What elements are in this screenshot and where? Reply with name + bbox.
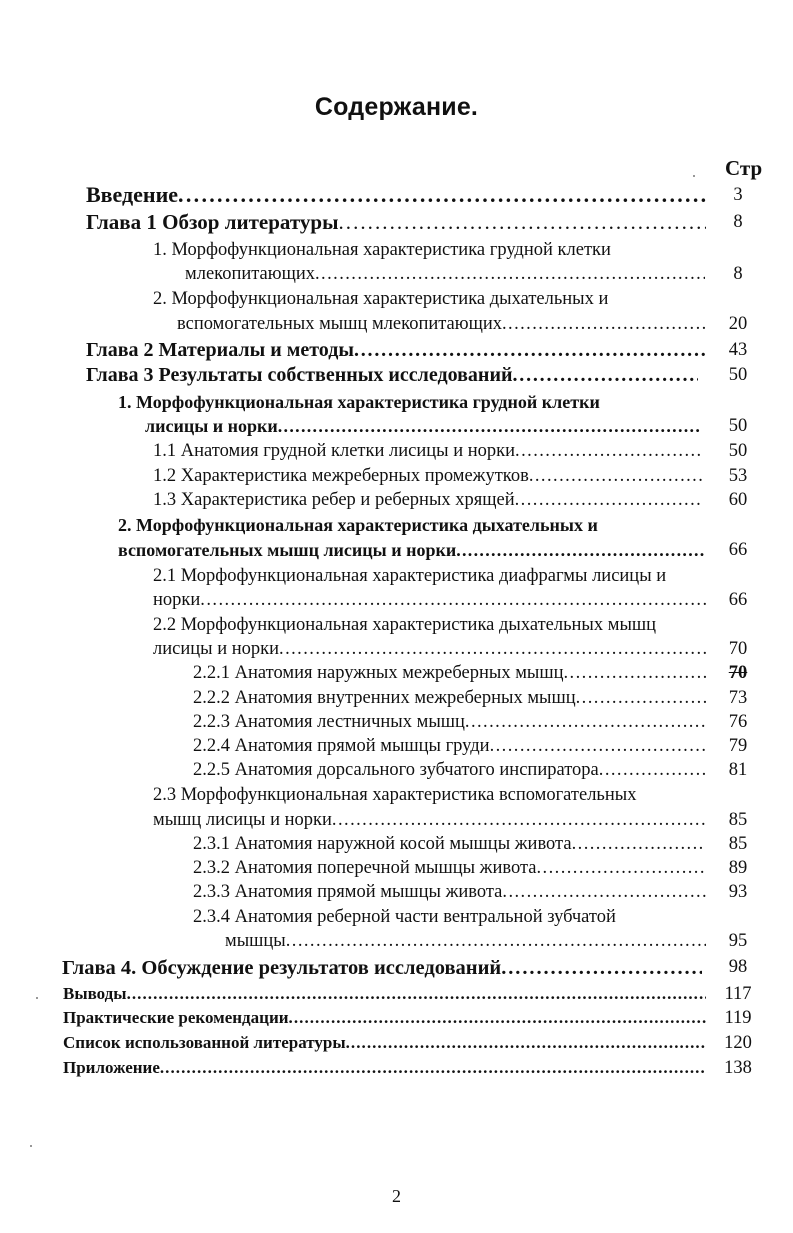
toc-entry-text: Глава 4. Обсуждение результатов исследований — [62, 957, 502, 979]
toc-entry-3-1-3 — [153, 488, 703, 512]
toc-page-number: 8 — [733, 264, 743, 284]
toc-entry-appendix — [63, 1056, 706, 1080]
toc-entry-1-2-line1: 2. Морфофункциональная характеристика дыхательных и — [153, 289, 609, 309]
toc-entry-text: Приложение — [63, 1058, 160, 1077]
toc-entry-3-1-2 — [153, 464, 703, 488]
leader-dots — [315, 262, 705, 286]
toc-entry-text: 2.2.2 Анатомия внутренних межреберных мышц — [193, 688, 576, 708]
leader-dots — [502, 880, 706, 904]
leader-dots — [465, 710, 706, 734]
toc-entry-3-2-3-1 — [193, 832, 706, 856]
toc-entry-text: 1.3 Характеристика ребер и реберных хрящей — [153, 490, 515, 510]
leader-dots — [599, 758, 706, 782]
toc-page-number: 89 — [728, 858, 748, 878]
toc-entry-1-1-line1: 1. Морфофункциональная характеристика грудной клетки — [153, 240, 611, 260]
scan-speck — [693, 175, 695, 177]
toc-page-number: 81 — [728, 760, 748, 780]
toc-entry-3-2-3-4-line1: 2.3.4 Анатомия реберной части вентральной зубчатой — [193, 907, 616, 927]
leader-dots — [501, 955, 702, 981]
toc-entry-3-2-3-line1: 2.3 Морфофункциональная характеристика вспомогательных — [153, 785, 637, 805]
toc-entry-3-2-1-line2 — [153, 588, 706, 612]
toc-entry-text: 2.2.4 Анатомия прямой мышцы груди — [193, 736, 490, 756]
toc-entry-3-2-1-line1: 2.1 Морфофункциональная характеристика диафрагмы лисицы и — [153, 566, 667, 586]
toc-entry-text: лисицы и норки — [153, 639, 280, 659]
leader-dots — [160, 1056, 706, 1080]
toc-page-number: 70 — [728, 639, 748, 659]
leader-dots — [279, 637, 706, 661]
toc-entry-3-1-1 — [153, 439, 703, 463]
toc-page-number: 85 — [728, 810, 748, 830]
toc-entry-text: 2.3.3 Анатомия прямой мышцы живота — [193, 882, 503, 902]
toc-page-number: 117 — [724, 984, 752, 1004]
toc-entry-text: лисицы и норки — [145, 416, 278, 436]
leader-dots — [178, 183, 706, 207]
toc-page-number: 66 — [728, 540, 748, 560]
toc-page-number: 43 — [728, 340, 748, 360]
scan-speck — [30, 1145, 32, 1147]
toc-entry-text: Введение — [86, 183, 179, 207]
toc-entry-text: 1.1 Анатомия грудной клетки лисицы и норки — [153, 441, 516, 461]
toc-entry-3-2-2-3 — [193, 710, 706, 734]
toc-entry-1-1-line2 — [185, 262, 705, 286]
toc-page-number: 53 — [728, 466, 748, 486]
toc-entry-recommendations — [63, 1006, 706, 1030]
toc-entry-text: 2.2.3 Анатомия лестничных мышц — [193, 712, 465, 732]
toc-page-number: 50 — [728, 441, 748, 461]
toc-entry-references — [63, 1031, 706, 1055]
toc-entry-text: 2.2.5 Анатомия дорсального зубчатого инспиратора — [193, 760, 599, 780]
leader-dots — [286, 929, 706, 953]
toc-page-number: 70 — [728, 663, 748, 683]
toc-entry-3-2-3-4-line2 — [225, 929, 706, 953]
leader-dots — [537, 856, 707, 880]
page-column-header: Стр — [725, 156, 763, 180]
leader-dots — [515, 488, 703, 512]
leader-dots — [529, 464, 703, 488]
toc-entry-text: вспомогательных мышц лисицы и норки — [118, 540, 457, 560]
toc-page-number: 85 — [728, 834, 748, 854]
toc-page-number: 50 — [728, 365, 748, 385]
toc-page-number: 93 — [728, 882, 748, 902]
toc-page-number: 76 — [728, 712, 748, 732]
leader-dots — [576, 686, 706, 710]
toc-entry-conclusions — [63, 982, 706, 1006]
toc-entry-3-2-line1: 2. Морфофункциональная характеристика дыхательных и — [118, 515, 598, 535]
leader-dots — [289, 1006, 706, 1030]
toc-entry-text: Глава 1 Обзор литературы — [86, 210, 339, 234]
toc-page-number: 3 — [733, 185, 743, 205]
toc-entry-1-2-line2 — [177, 312, 705, 336]
toc-entry-3-2-2-1 — [193, 661, 706, 685]
toc-entry-text: Глава 2 Материалы и методы — [86, 339, 354, 361]
leader-dots — [338, 210, 706, 234]
leader-dots — [490, 734, 706, 758]
toc-entry-chapter-4 — [62, 955, 702, 981]
toc-page-number: 73 — [728, 688, 748, 708]
toc-page-number: 120 — [724, 1033, 752, 1053]
page-number: 2 — [392, 1186, 401, 1206]
leader-dots — [127, 982, 706, 1006]
toc-entry-3-1-line2 — [145, 414, 701, 438]
toc-entry-text: Глава 3 Результаты собственных исследований — [86, 364, 513, 386]
toc-entry-3-2-2-2 — [193, 686, 706, 710]
leader-dots — [200, 588, 706, 612]
toc-entry-chapter-1 — [86, 210, 706, 234]
toc-entry-text: Практические рекомендации — [63, 1008, 289, 1027]
leader-dots — [278, 414, 701, 438]
toc-entry-3-2-line2 — [118, 538, 706, 562]
toc-entry-text: 1.2 Характеристика межреберных промежутков — [153, 466, 529, 486]
leader-dots — [456, 538, 706, 562]
toc-entry-3-2-2-line1: 2.2 Морфофункциональная характеристика дыхательных мышц — [153, 615, 657, 635]
toc-entry-3-2-2-line2 — [153, 637, 706, 661]
toc-page-number: 66 — [728, 590, 748, 610]
toc-entry-3-1-line1: 1. Морфофункциональная характеристика грудной клетки — [118, 392, 600, 412]
toc-page-number: 8 — [733, 212, 743, 232]
toc-entry-chapter-3 — [86, 363, 698, 387]
toc-page-number: 138 — [724, 1058, 752, 1078]
toc-entry-text: норки — [153, 590, 201, 610]
toc-entry-text: Список использованной литературы — [63, 1033, 346, 1052]
leader-dots — [332, 808, 706, 832]
toc-entry-3-2-3-2 — [193, 856, 706, 880]
toc-entry-text: вспомогательных мышц млекопитающих — [177, 314, 502, 334]
leader-dots — [572, 832, 706, 856]
scan-speck — [36, 997, 38, 999]
toc-entry-intro — [86, 183, 706, 207]
toc-page-number: 50 — [728, 416, 748, 436]
toc-page-number: 95 — [728, 931, 748, 951]
toc-page-number: 60 — [728, 490, 748, 510]
toc-page-number: 20 — [728, 314, 748, 334]
leader-dots — [564, 661, 707, 685]
toc-entry-chapter-2 — [86, 338, 706, 362]
toc-page-number: 119 — [724, 1008, 752, 1028]
toc-entry-text: мышц лисицы и норки — [153, 810, 332, 830]
toc-entry-text: 2.2.1 Анатомия наружных межреберных мышц — [193, 663, 564, 683]
leader-dots — [502, 312, 705, 336]
toc-entry-3-2-3-3 — [193, 880, 706, 904]
toc-entry-3-2-2-4 — [193, 734, 706, 758]
toc-page-number: 98 — [728, 957, 748, 977]
toc-entry-text: 2.3.1 Анатомия наружной косой мышцы живота — [193, 834, 572, 854]
toc-entry-text: млекопитающих — [185, 264, 315, 284]
toc-entry-text: Выводы — [63, 984, 127, 1003]
leader-dots — [346, 1031, 706, 1055]
toc-entry-3-2-2-5 — [193, 758, 706, 782]
toc-entry-3-2-3-line2 — [153, 808, 706, 832]
toc-page-number: 79 — [728, 736, 748, 756]
page-title: Содержание. — [314, 93, 479, 121]
toc-entry-text: мышцы — [225, 931, 286, 951]
toc-entry-text: 2.3.2 Анатомия поперечной мышцы живота — [193, 858, 537, 878]
leader-dots — [354, 338, 706, 362]
leader-dots — [512, 363, 698, 387]
leader-dots — [515, 439, 703, 463]
